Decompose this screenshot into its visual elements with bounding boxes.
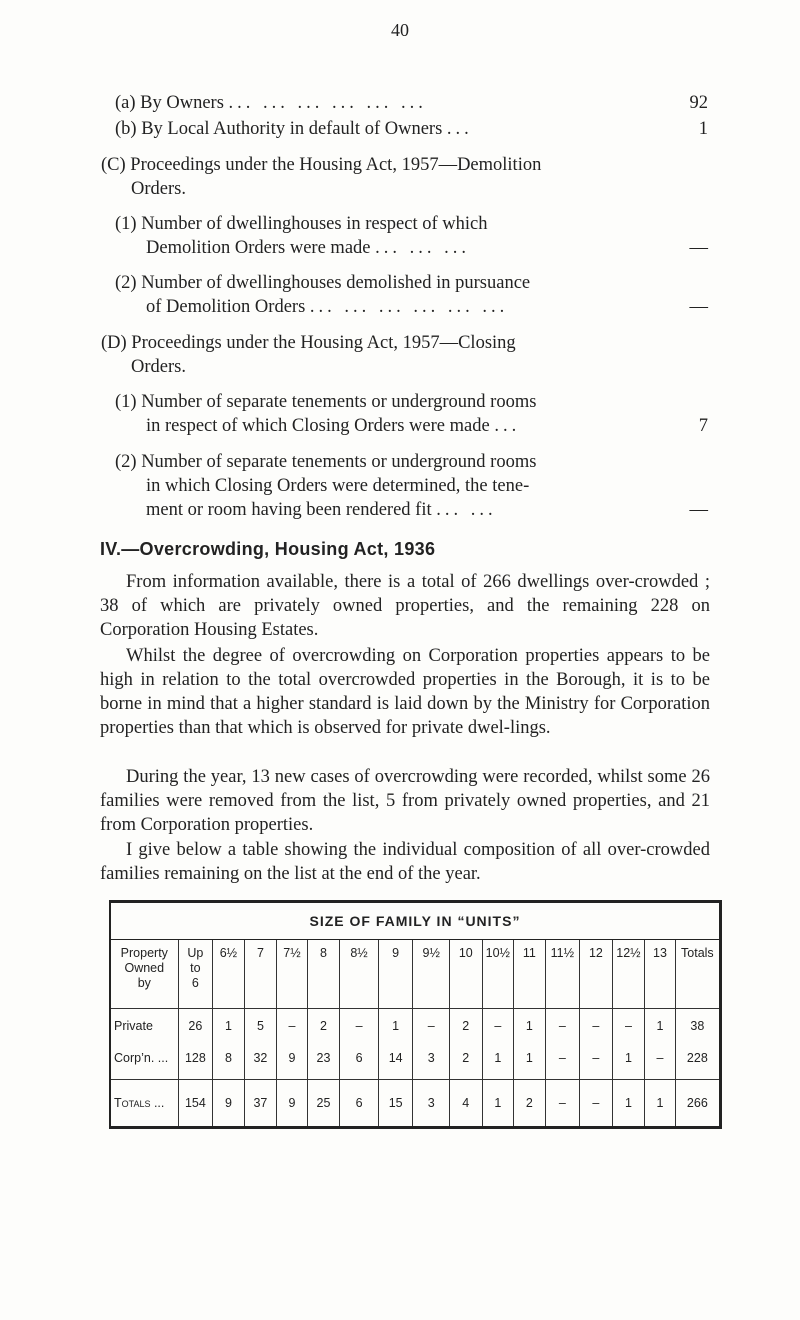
table-grid (111, 940, 719, 1126)
entry-d1-value: 7 (698, 416, 708, 436)
paragraph-3: During the year, 13 new cases of overcrowding were recorded, whilst some 26 families were removed from the list, 5 from privately owned properties, and 21 from Corporation properties. (100, 767, 710, 835)
table-cell: 1 (612, 1049, 645, 1080)
table-cell: – (580, 1080, 613, 1127)
paragraph-1: From information available, there is a total of 266 dwellings over-crowded ; 38 of which are privately owned properties, and the remaining 228 on Corporation Housing Estates. (100, 572, 710, 640)
entry-c1-line1: (1) Number of dwellinghouses in respect of which (115, 214, 488, 234)
header-cell: 12 (580, 940, 613, 1009)
table-cell: 32 (244, 1049, 277, 1080)
table-cell: – (482, 1009, 514, 1050)
table-cell: 1 (514, 1049, 546, 1080)
table-cell: 3 (413, 1080, 450, 1127)
table-cell: 3 (413, 1049, 450, 1080)
header-cell: 11 (514, 940, 546, 1009)
table-cell: 5 (244, 1009, 277, 1050)
table-cell: 37 (244, 1080, 277, 1127)
table-cell: 23 (307, 1049, 340, 1080)
table-cell: 1 (213, 1009, 245, 1050)
table-cell-total: 38 (675, 1009, 719, 1050)
header-cell: 8½ (340, 940, 379, 1009)
table-row-corporation (111, 1049, 719, 1080)
table-cell: 15 (378, 1080, 413, 1127)
entry-d2-line2: in which Closing Orders were determined, the tene- (146, 476, 530, 496)
entry-a: (a) By Owners ... ... ... ... ... ... (115, 93, 427, 113)
table-title: SIZE OF FAMILY IN “UNITS” (111, 903, 719, 940)
header-cell: 6½ (213, 940, 245, 1009)
table-cell-total: 228 (675, 1049, 719, 1080)
entry-a-value: 92 (689, 93, 708, 113)
header-cell: 7 (244, 940, 277, 1009)
table-cell: 1 (645, 1009, 676, 1050)
entry-c1-value: — (689, 238, 708, 258)
table-row-totals (111, 1080, 719, 1127)
table-cell: 154 (178, 1080, 213, 1127)
entry-b: (b) By Local Authority in default of Owners ... (115, 119, 473, 139)
table-cell: 1 (482, 1080, 514, 1127)
table-cell: – (277, 1009, 308, 1050)
header-up-to-6: Up to 6 (178, 940, 213, 1009)
entry-b-value: 1 (698, 119, 708, 139)
header-totals: Totals (675, 940, 719, 1009)
table-cell: – (612, 1009, 645, 1050)
row-label: Corp’n. ... (111, 1049, 178, 1080)
table-cell: – (580, 1049, 613, 1080)
entry-c1-line2: Demolition Orders were made ... ... ... (146, 238, 470, 258)
table-cell: 2 (450, 1049, 483, 1080)
table-cell: 26 (178, 1009, 213, 1050)
header-cell: 9½ (413, 940, 450, 1009)
table-cell: 25 (307, 1080, 340, 1127)
table-cell: – (545, 1080, 580, 1127)
section-d-heading: (D) Proceedings under the Housing Act, 1957—Closing (101, 333, 516, 353)
entry-c2-line1: (2) Number of dwellinghouses demolished in pursuance (115, 273, 531, 293)
table-cell: 2 (514, 1080, 546, 1127)
header-cell: 13 (645, 940, 676, 1009)
table-cell: 1 (514, 1009, 546, 1050)
table-row-private (111, 1009, 719, 1050)
table-cell: 9 (213, 1080, 245, 1127)
family-size-table (109, 900, 722, 1129)
table-cell: 128 (178, 1049, 213, 1080)
header-cell: 10½ (482, 940, 514, 1009)
table-cell: – (340, 1009, 379, 1050)
table-cell: 9 (277, 1080, 308, 1127)
entry-d1-line2: in respect of which Closing Orders were made ... (146, 416, 521, 436)
table-cell: 14 (378, 1049, 413, 1080)
entry-d2-line3: ment or room having been rendered fit ... ... (146, 500, 497, 520)
row-label: Totals ... (114, 1096, 165, 1110)
header-cell: 8 (307, 940, 340, 1009)
table-cell: 2 (307, 1009, 340, 1050)
page-number: 40 (391, 20, 409, 40)
header-cell: 7½ (277, 940, 308, 1009)
table-cell: – (580, 1009, 613, 1050)
header-cell: 11½ (545, 940, 580, 1009)
table-cell: 4 (450, 1080, 483, 1127)
header-cell: 9 (378, 940, 413, 1009)
section-d-heading-cont: Orders. (131, 357, 186, 377)
entry-d2-value: — (689, 500, 708, 520)
table-cell: 6 (340, 1080, 379, 1127)
section-c-heading: (C) Proceedings under the Housing Act, 1957—Demolition (101, 155, 542, 175)
header-cell: 12½ (612, 940, 645, 1009)
section-iv-heading: IV.—Overcrowding, Housing Act, 1936 (100, 539, 436, 559)
entry-d2-line1: (2) Number of separate tenements or underground rooms (115, 452, 537, 472)
table-cell: 9 (277, 1049, 308, 1080)
table-cell: 8 (213, 1049, 245, 1080)
paragraph-2: Whilst the degree of overcrowding on Corporation properties appears to be high in relation to the total overcrowded properties in the Borough, it is to be borne in mind that a higher standard is laid down by the Ministry for Corporation properties than that which is observed for private dwel-lings. (100, 646, 710, 738)
header-property: Property Owned by (111, 940, 178, 1009)
table-cell: 2 (450, 1009, 483, 1050)
entry-c2-line2: of Demolition Orders ... ... ... ... ... ... (146, 297, 509, 317)
table-cell: – (545, 1049, 580, 1080)
section-c-heading-cont: Orders. (131, 179, 186, 199)
header-cell: 10 (450, 940, 483, 1009)
table-cell: 6 (340, 1049, 379, 1080)
table-header-row (111, 940, 719, 1009)
table-cell: 1 (612, 1080, 645, 1127)
table-cell: – (545, 1009, 580, 1050)
entry-c2-value: — (689, 297, 708, 317)
paragraph-4: I give below a table showing the individual composition of all over-crowded families remaining on the list at the end of the year. (100, 840, 710, 884)
table-cell: 1 (645, 1080, 676, 1127)
table-cell: 1 (378, 1009, 413, 1050)
table-cell: 1 (482, 1049, 514, 1080)
table-cell: – (645, 1049, 676, 1080)
entry-d1-line1: (1) Number of separate tenements or underground rooms (115, 392, 537, 412)
row-label: Private (114, 1019, 153, 1033)
table-cell-total: 266 (675, 1080, 719, 1127)
table-cell: – (413, 1009, 450, 1050)
